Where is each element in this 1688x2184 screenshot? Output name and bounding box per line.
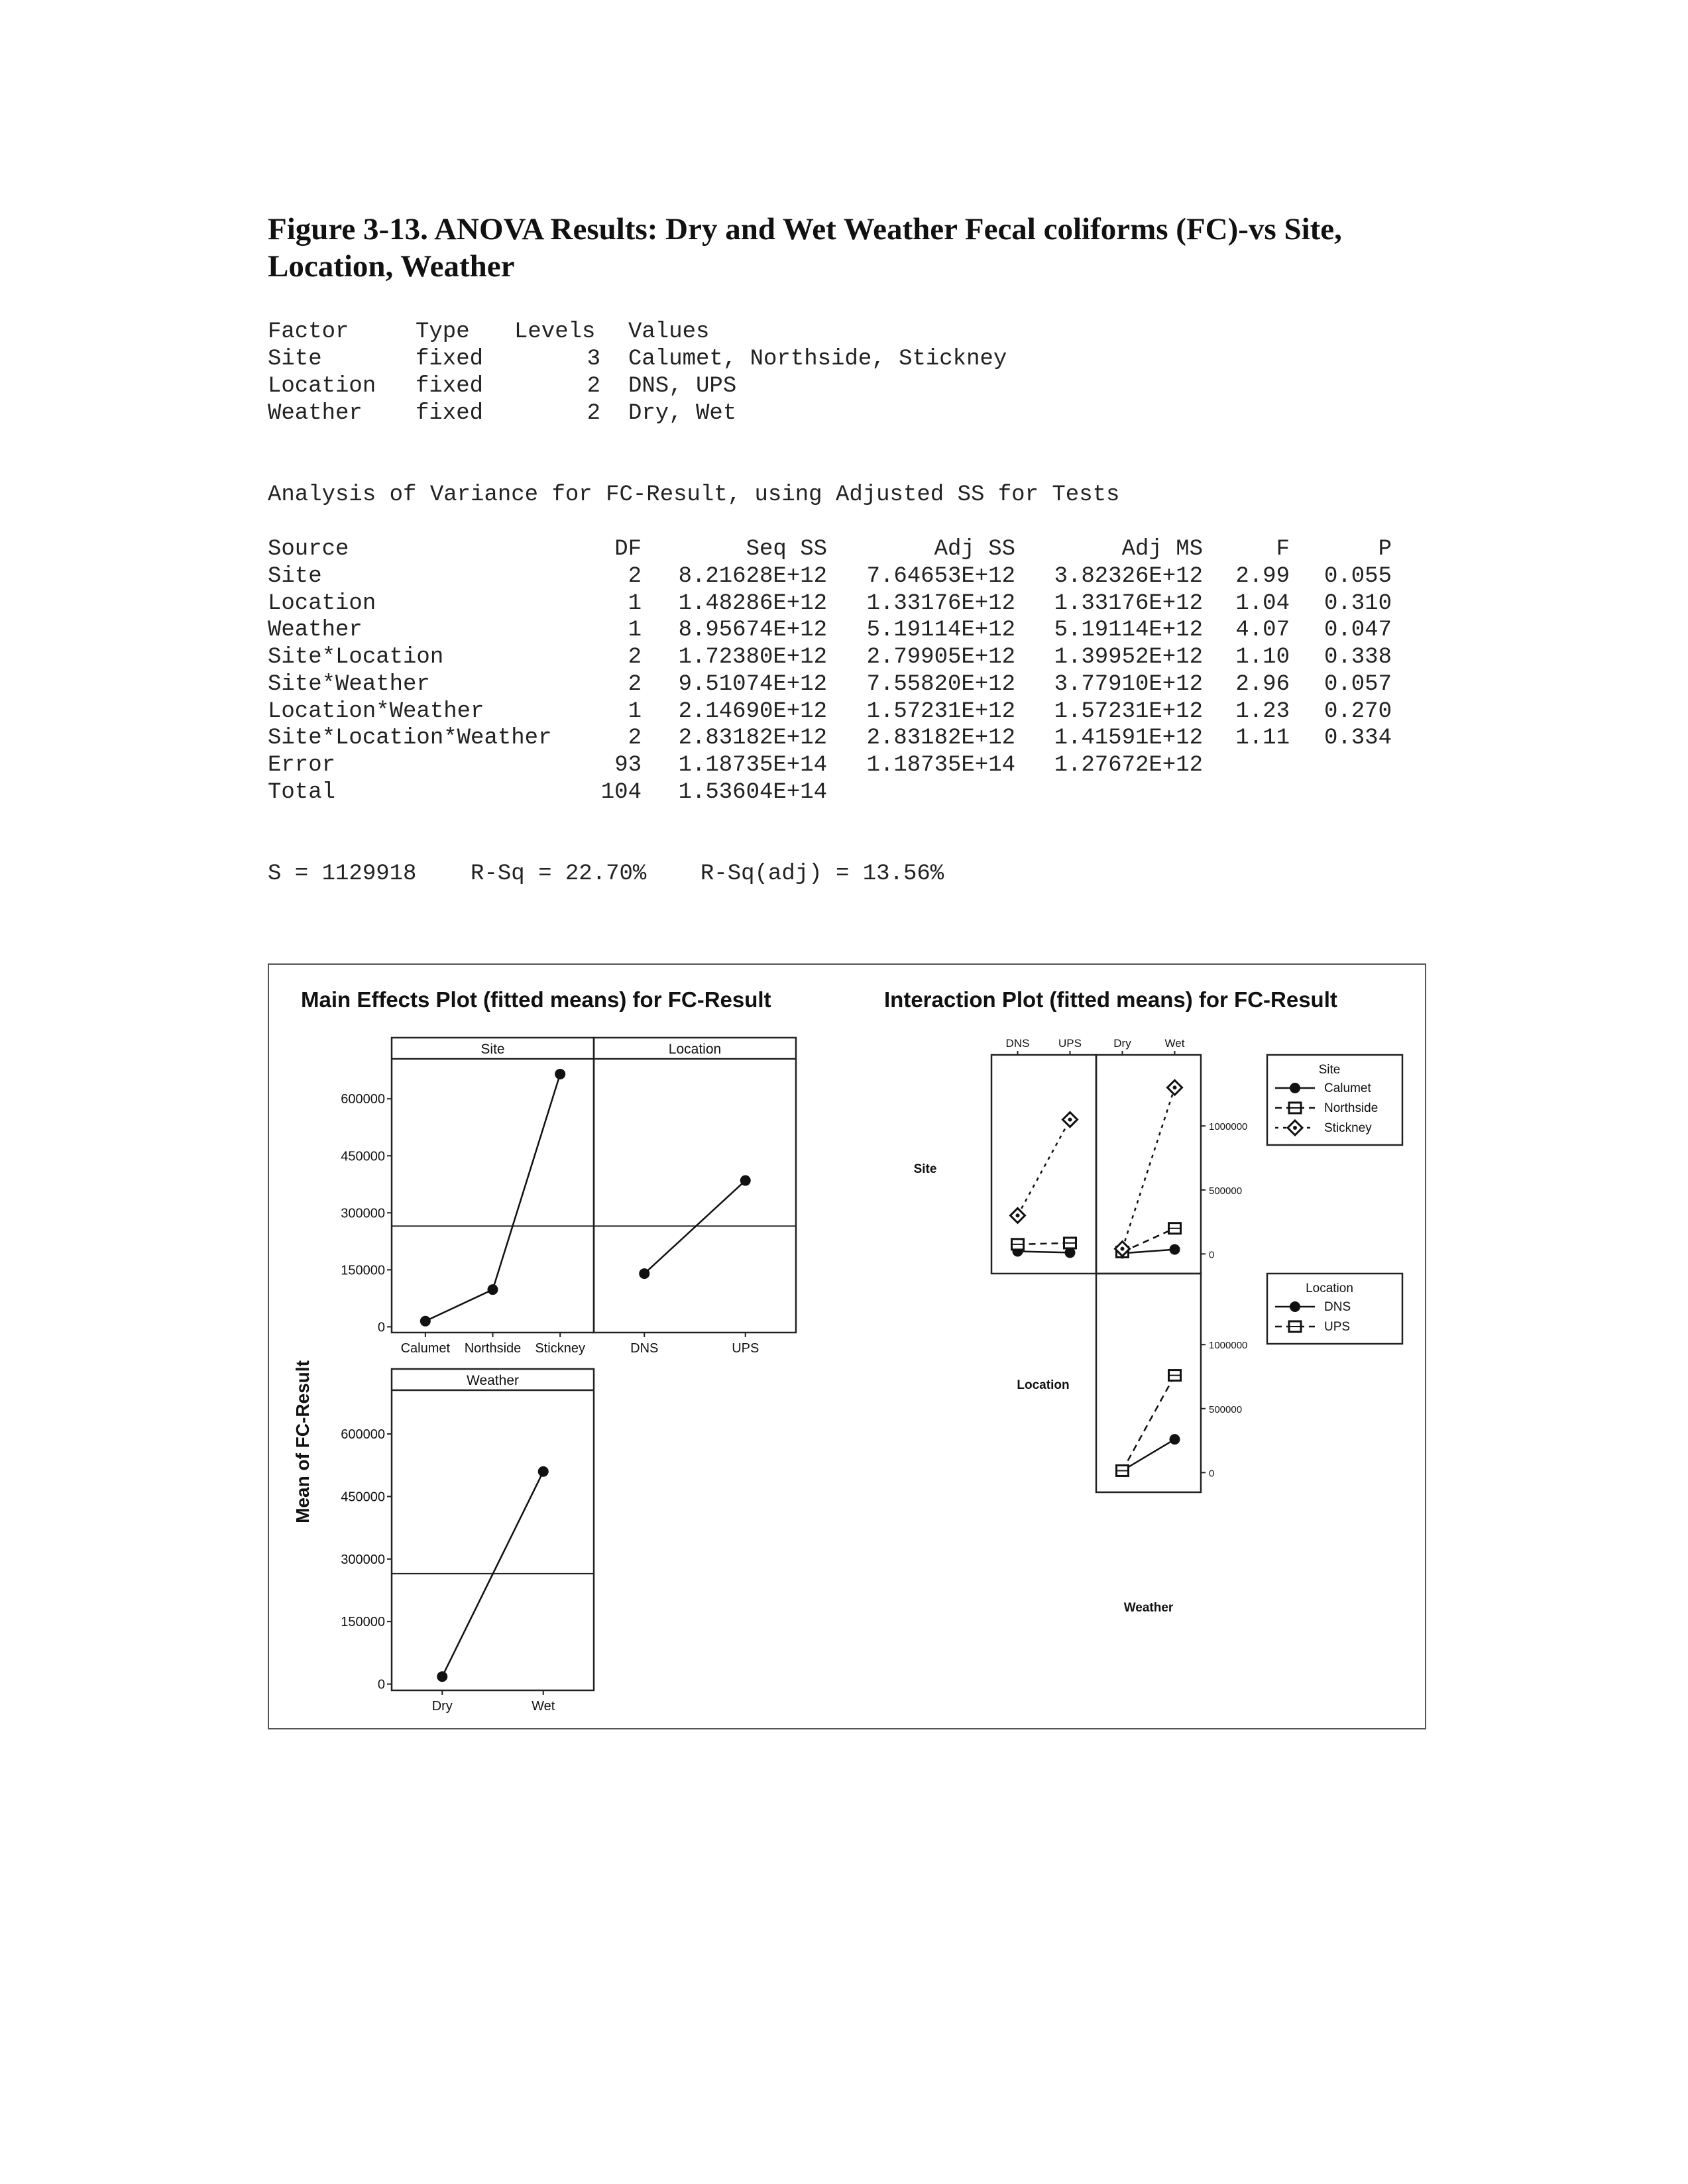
- anova-cell-adj-ss: 5.19114E+12: [866, 618, 1015, 643]
- legend-location-swatch-marker: [1290, 1301, 1300, 1312]
- x-tick-label: UPS: [732, 1341, 760, 1356]
- x-tick-label: Dry: [431, 1699, 453, 1714]
- anova-cell-p-value: 0.338: [1323, 645, 1392, 671]
- anova-cell-source: Location: [268, 590, 376, 616]
- anova-cell-source: Site*Weather: [268, 671, 430, 697]
- interaction-title: Interaction Plot (fitted means) for FC-Result: [884, 987, 1337, 1012]
- right-y-tick-label: 1000000: [1209, 1121, 1248, 1133]
- right-y-tick-label: 1000000: [1209, 1340, 1248, 1352]
- interaction-series-line: [1018, 1120, 1070, 1216]
- legend-site-entry: Stickney: [1324, 1121, 1372, 1135]
- factor-header-levels: Levels: [514, 319, 596, 345]
- legend-site-entry: Northside: [1324, 1101, 1379, 1115]
- main-effects-ylabel: Mean of FC-Result: [292, 1360, 313, 1523]
- anova-cell-f-value: 1.23: [1235, 698, 1290, 724]
- legend-location-swatch-marker: [1289, 1321, 1301, 1332]
- main-panel-frame: [392, 1369, 594, 1690]
- factor-header-type: Type: [416, 319, 470, 345]
- interaction-point: [1170, 1434, 1180, 1445]
- main-effect-point: [420, 1316, 431, 1327]
- anova-cell-adj-ss: 2.79905E+12: [866, 645, 1015, 671]
- anova-cell-adj-ss: 7.55820E+12: [866, 671, 1015, 697]
- anova-cell-seq-ss: 1.48286E+12: [678, 590, 827, 616]
- interaction-point: [1011, 1208, 1025, 1223]
- top-tick-label: Wet: [1164, 1037, 1185, 1050]
- interaction-series-line: [1018, 1251, 1070, 1252]
- interaction-point: [1168, 1080, 1182, 1095]
- factor-values: DNS, UPS: [628, 374, 737, 399]
- factor-type: fixed: [416, 347, 484, 372]
- anova-cell-adj-ss: 1.18735E+14: [866, 752, 1015, 778]
- anova-cell-df: 1: [628, 590, 642, 616]
- anova-cell-f-value: 1.10: [1235, 645, 1290, 671]
- fit-statistics: S = 1129918 R-Sq = 22.70% R-Sq(adj) = 13.56%: [268, 861, 944, 887]
- interaction-point: [1012, 1239, 1024, 1250]
- main-panel-strip-label: Site: [480, 1042, 505, 1057]
- anova-header-adj-ss: Adj SS: [934, 537, 1015, 562]
- top-tick-label: Dry: [1113, 1037, 1131, 1050]
- main-effects-title: Main Effects Plot (fitted means) for FC-Result: [301, 987, 771, 1012]
- legend-location-entry: DNS: [1324, 1300, 1351, 1314]
- interaction-row-label-site: Site: [913, 1162, 937, 1176]
- anova-cell-adj-ms: 1.41591E+12: [1054, 726, 1203, 751]
- anova-header-p-value: P: [1378, 537, 1392, 562]
- anova-cell-adj-ss: 1.33176E+12: [866, 590, 1015, 616]
- anova-cell-source: Site: [268, 564, 322, 589]
- anova-cell-source: Total: [268, 779, 336, 805]
- right-y-tick-label: 0: [1209, 1468, 1215, 1480]
- x-tick-label: Calumet: [400, 1341, 451, 1356]
- factor-levels: 2: [587, 374, 600, 399]
- anova-cell-source: Location*Weather: [268, 698, 484, 724]
- main-effect-point: [740, 1175, 751, 1186]
- main-effect-point: [555, 1069, 565, 1079]
- y-tick-label: 600000: [341, 1092, 385, 1107]
- anova-cell-adj-ms: 1.33176E+12: [1054, 590, 1203, 616]
- main-effect-point: [639, 1268, 649, 1279]
- legend-site-entry: Calumet: [1324, 1081, 1371, 1095]
- anova-cell-seq-ss: 1.72380E+12: [678, 645, 827, 671]
- anova-cell-p-value: 0.334: [1323, 726, 1392, 751]
- anova-cell-f-value: 2.96: [1235, 671, 1290, 697]
- anova-cell-p-value: 0.310: [1323, 590, 1392, 616]
- interaction-series-line: [1018, 1243, 1070, 1244]
- factor-type: fixed: [416, 401, 484, 426]
- right-y-tick-label: 500000: [1209, 1185, 1243, 1197]
- x-tick-label: Northside: [464, 1341, 522, 1356]
- anova-cell-adj-ms: 1.57231E+12: [1054, 698, 1203, 724]
- anova-cell-f-value: 1.11: [1235, 726, 1290, 751]
- y-tick-label: 300000: [341, 1206, 385, 1221]
- interaction-point: [1169, 1223, 1181, 1234]
- anova-cell-p-value: 0.270: [1323, 698, 1392, 724]
- anova-heading: Analysis of Variance for FC-Result, using Adjusted SS for Tests: [268, 482, 1120, 508]
- y-tick-label: 0: [377, 1677, 385, 1692]
- anova-cell-df: 104: [600, 779, 642, 805]
- anova-cell-df: 93: [614, 752, 642, 778]
- legend-site-title: Site: [1318, 1063, 1341, 1077]
- factor-name: Site: [268, 347, 322, 372]
- factor-header-factor: Factor: [268, 319, 349, 345]
- factor-type: fixed: [416, 374, 484, 399]
- top-tick-label: DNS: [1005, 1037, 1030, 1050]
- anova-cell-df: 2: [628, 671, 642, 697]
- anova-cell-df: 2: [628, 645, 642, 671]
- anova-cell-df: 2: [628, 726, 642, 751]
- figure-title: Figure 3-13. ANOVA Results: Dry and Wet Weather Fecal coliforms (FC)-vs Site, Location, Weather: [268, 212, 1342, 284]
- factor-name: Location: [268, 374, 376, 399]
- anova-cell-seq-ss: 1.53604E+14: [678, 779, 827, 805]
- main-effect-point: [488, 1284, 498, 1295]
- anova-cell-f-value: 1.04: [1235, 590, 1290, 616]
- anova-cell-seq-ss: 2.14690E+12: [678, 698, 827, 724]
- y-tick-label: 450000: [341, 1149, 385, 1164]
- top-tick-label: UPS: [1058, 1037, 1082, 1050]
- right-y-tick-label: 500000: [1209, 1403, 1243, 1415]
- legend-site-swatch-marker: [1289, 1103, 1301, 1113]
- anova-header-source: Source: [268, 537, 349, 562]
- main-effect-line: [425, 1074, 560, 1321]
- anova-cell-df: 2: [628, 564, 642, 589]
- plots-svg: [269, 965, 1425, 1728]
- anova-cell-df: 1: [628, 698, 642, 724]
- y-tick-label: 150000: [341, 1263, 385, 1278]
- interaction-series-line: [1123, 1376, 1175, 1471]
- anova-cell-adj-ms: 3.82326E+12: [1054, 564, 1203, 589]
- anova-header-seq-ss: Seq SS: [746, 537, 827, 562]
- anova-cell-source: Error: [268, 752, 336, 778]
- legend-location-entry: UPS: [1324, 1320, 1351, 1334]
- factor-header-values: Values: [628, 319, 710, 345]
- anova-cell-source: Site*Location*Weather: [268, 726, 552, 751]
- interaction-cell-frame: [1096, 1274, 1201, 1492]
- x-tick-label: Stickney: [535, 1341, 585, 1356]
- anova-cell-seq-ss: 9.51074E+12: [678, 671, 827, 697]
- interaction-point: [1064, 1238, 1076, 1248]
- main-panel-strip-label: Weather: [467, 1373, 519, 1388]
- anova-cell-source: Site*Location: [268, 645, 444, 671]
- legend-location-title: Location: [1306, 1282, 1353, 1295]
- anova-cell-adj-ss: 2.83182E+12: [866, 726, 1015, 751]
- anova-cell-adj-ss: 7.64653E+12: [866, 564, 1015, 589]
- anova-cell-df: 1: [628, 618, 642, 643]
- anova-cell-seq-ss: 8.21628E+12: [678, 564, 827, 589]
- main-panel-strip-label: Location: [668, 1042, 722, 1057]
- factor-values: Calumet, Northside, Stickney: [628, 347, 1007, 372]
- interaction-row-label-location: Location: [1017, 1378, 1070, 1392]
- main-effect-line: [644, 1181, 746, 1274]
- anova-cell-p-value: 0.057: [1323, 671, 1392, 697]
- anova-cell-f-value: 2.99: [1235, 564, 1290, 589]
- interaction-bottom-label: Weather: [1123, 1601, 1174, 1615]
- interaction-point: [1169, 1370, 1181, 1381]
- anova-cell-source: Weather: [268, 618, 363, 643]
- factor-values: Dry, Wet: [628, 401, 737, 426]
- anova-header-f-value: F: [1276, 537, 1290, 562]
- anova-cell-adj-ss: 1.57231E+12: [866, 698, 1015, 724]
- right-y-tick-label: 0: [1209, 1249, 1215, 1261]
- y-tick-label: 300000: [341, 1552, 385, 1567]
- interaction-point: [1063, 1113, 1078, 1127]
- plots-figure: [268, 963, 1426, 1729]
- anova-cell-seq-ss: 8.95674E+12: [678, 618, 827, 643]
- main-panel-frame: [594, 1038, 796, 1333]
- interaction-cell-frame: [991, 1055, 1096, 1274]
- y-tick-label: 600000: [341, 1427, 385, 1443]
- anova-header-adj-ms: Adj MS: [1121, 537, 1203, 562]
- main-effect-point: [538, 1466, 549, 1477]
- y-tick-label: 0: [377, 1320, 385, 1335]
- anova-cell-adj-ms: 5.19114E+12: [1054, 618, 1203, 643]
- anova-cell-p-value: 0.055: [1323, 564, 1392, 589]
- interaction-series-line: [1123, 1250, 1175, 1254]
- factor-levels: 3: [587, 347, 600, 372]
- x-tick-label: DNS: [630, 1341, 659, 1356]
- factor-levels: 2: [587, 401, 600, 426]
- legend-site-swatch-marker: [1290, 1083, 1300, 1093]
- anova-cell-seq-ss: 2.83182E+12: [678, 726, 827, 751]
- anova-header-df: DF: [614, 537, 642, 562]
- anova-cell-adj-ms: 1.27672E+12: [1054, 752, 1203, 778]
- interaction-series-line: [1123, 1087, 1175, 1248]
- main-effect-point: [437, 1671, 447, 1682]
- anova-cell-adj-ms: 1.39952E+12: [1054, 645, 1203, 671]
- anova-cell-seq-ss: 1.18735E+14: [678, 752, 827, 778]
- anova-cell-f-value: 4.07: [1235, 618, 1290, 643]
- x-tick-label: Wet: [532, 1699, 555, 1714]
- anova-cell-adj-ms: 3.77910E+12: [1054, 671, 1203, 697]
- interaction-point: [1117, 1465, 1129, 1476]
- y-tick-label: 150000: [341, 1615, 385, 1630]
- interaction-point: [1170, 1244, 1180, 1255]
- y-tick-label: 450000: [341, 1490, 385, 1505]
- factor-name: Weather: [268, 401, 363, 426]
- anova-cell-p-value: 0.047: [1323, 618, 1392, 643]
